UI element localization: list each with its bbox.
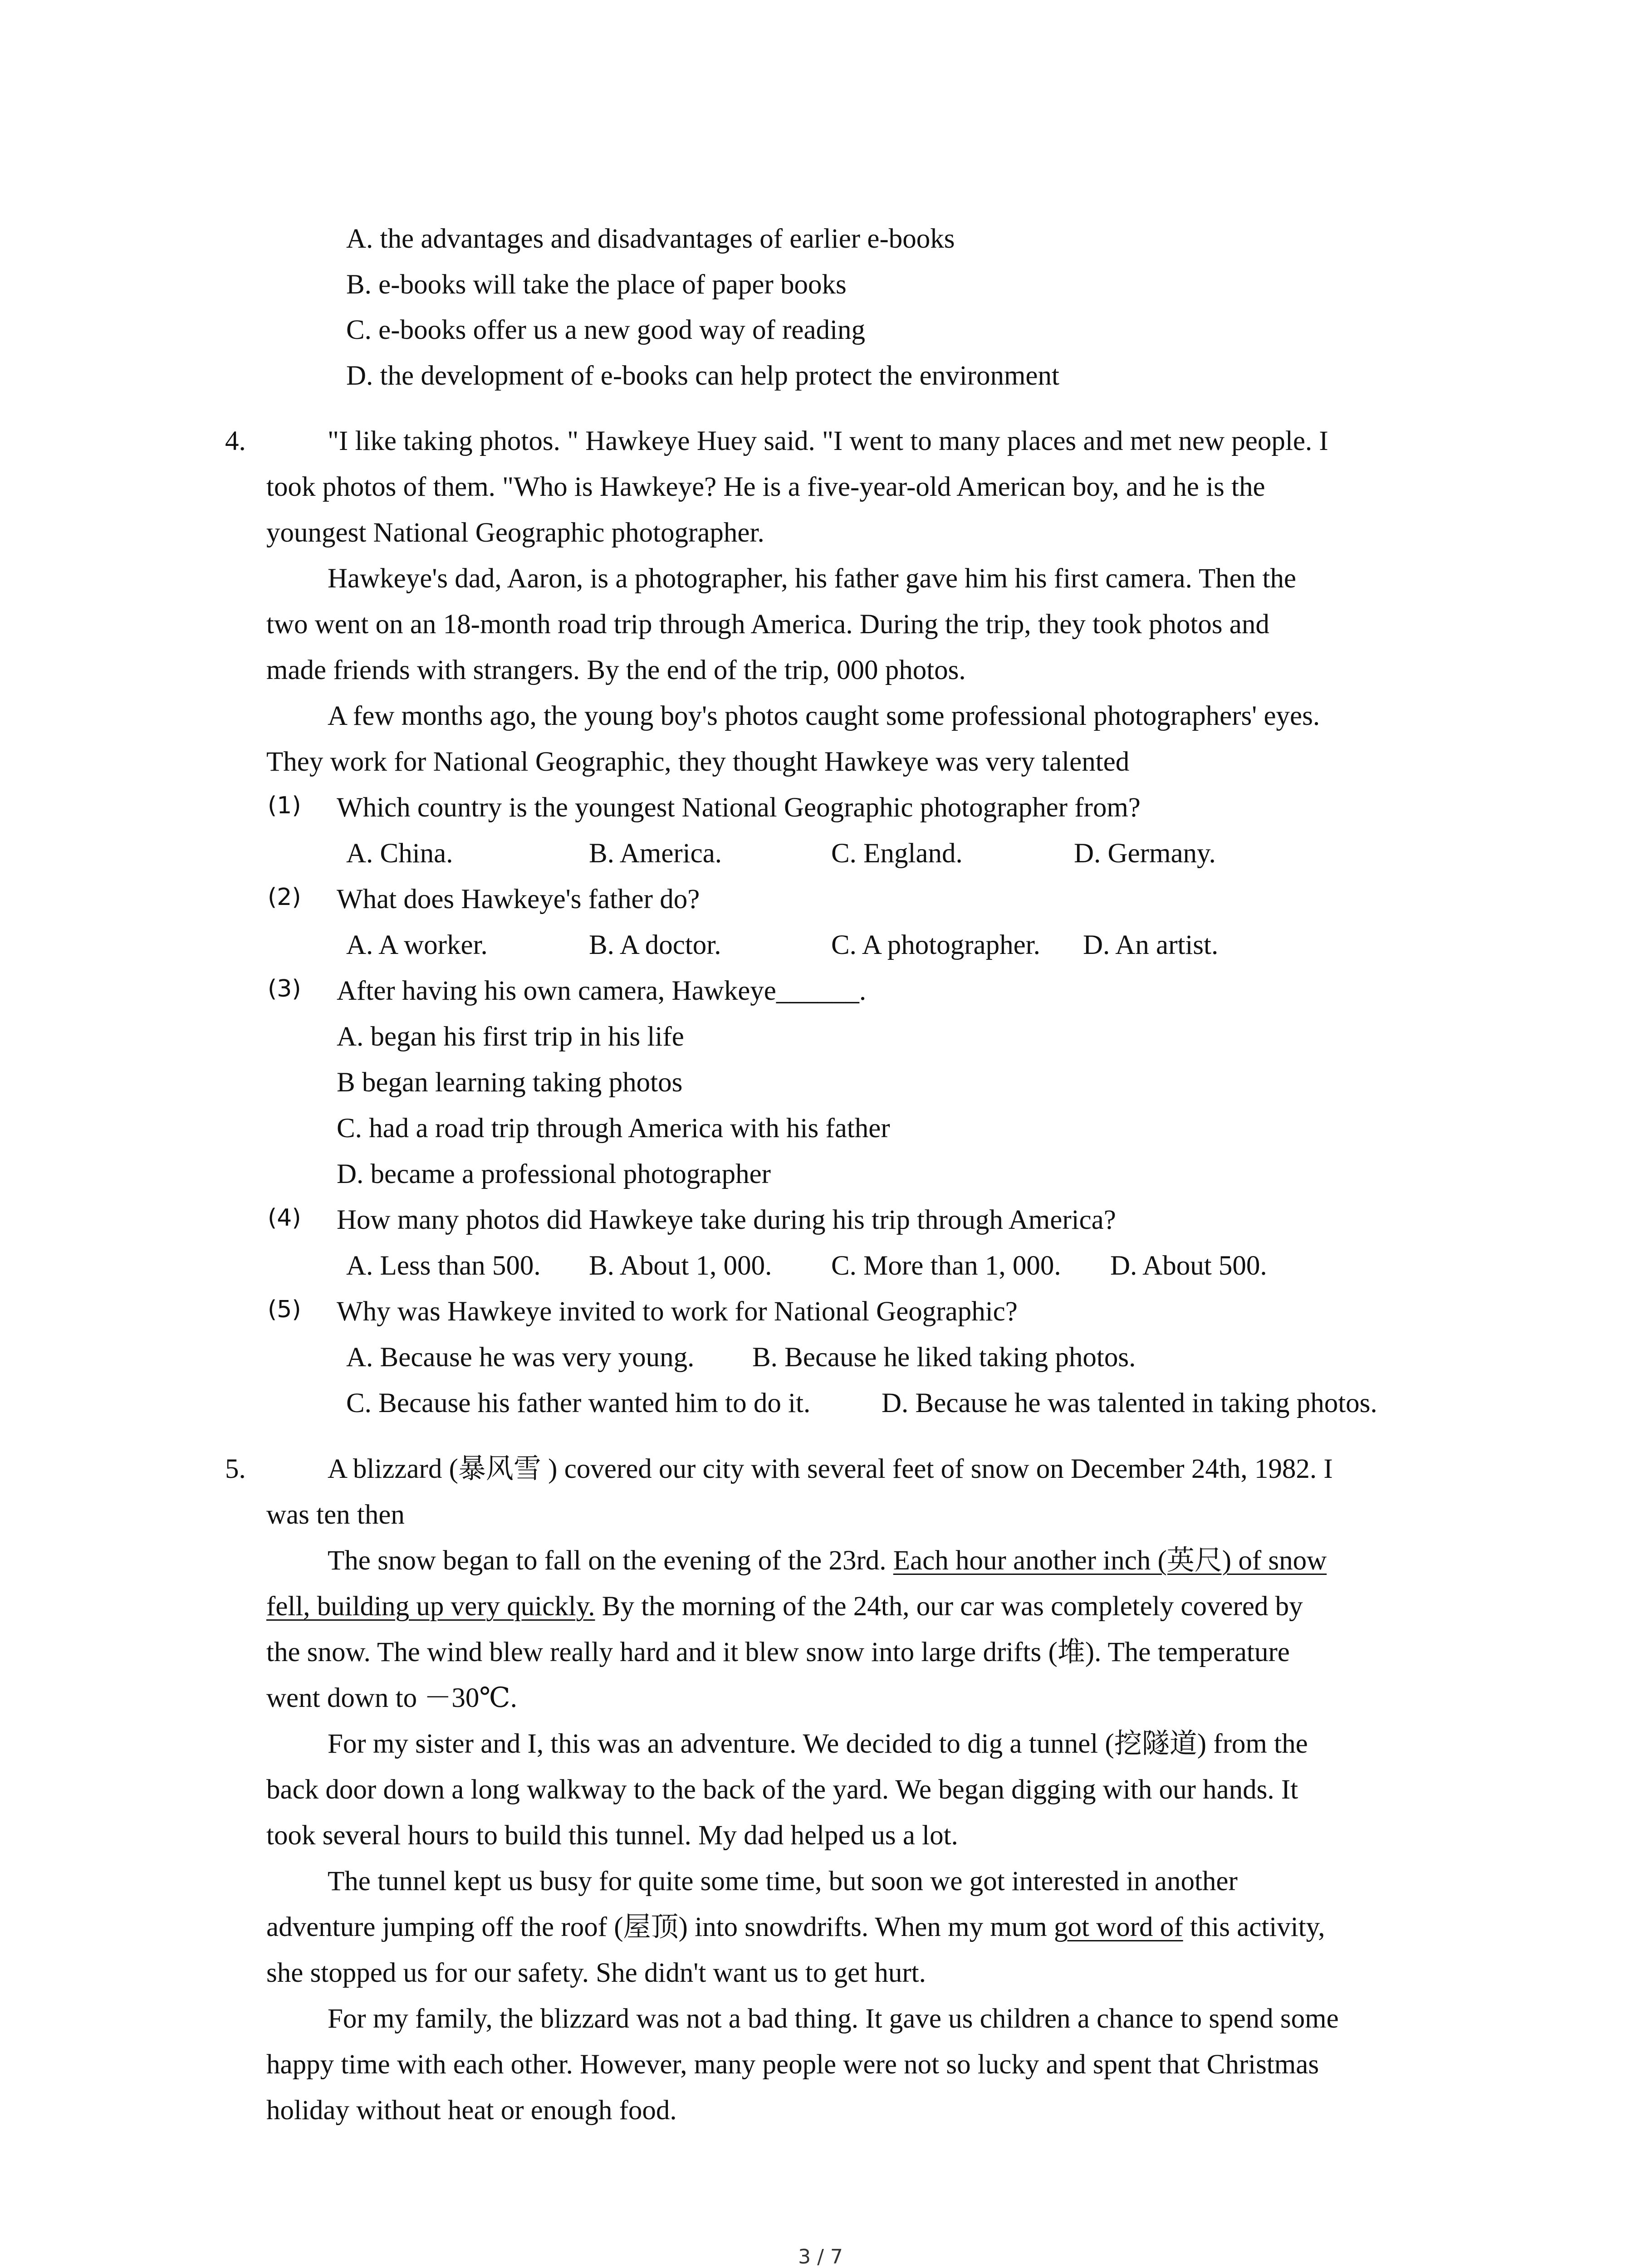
- q5-number: 5.: [225, 1454, 246, 1484]
- q3-option-d: D. the development of e-books can help protect the environment: [346, 361, 1059, 391]
- q4-sub4-number: (4): [268, 1204, 301, 1232]
- q5-p4-line2: [266, 1913, 1325, 1941]
- q5-p2-line4: went down to －30℃.: [266, 1683, 517, 1713]
- q4-sub4-option-b: B. About 1, 000.: [589, 1251, 772, 1281]
- q4-p3-line2: They work for National Geographic, they thought Hawkeye was very talented: [266, 747, 1130, 777]
- q4-sub1-option-c: C. England.: [831, 838, 963, 869]
- q4-sub4-option-a: A. Less than 500.: [346, 1251, 541, 1281]
- q4-p1-line3: youngest National Geographic photographer.: [266, 518, 764, 548]
- q5-p3-line2: back door down a long walkway to the back of the yard. We began digging with our hands. It: [266, 1774, 1298, 1805]
- q4-p1-line2: took photos of them. "Who is Hawkeye? He is a five-year-old American boy, and he is the: [266, 472, 1265, 502]
- q4-sub3-option-a: A. began his first trip in his life: [337, 1022, 684, 1052]
- q4-sub2-question: What does Hawkeye's father do?: [337, 884, 700, 914]
- q4-sub1-option-d: D. Germany.: [1074, 838, 1216, 869]
- q5-p2-line2: [266, 1593, 1303, 1620]
- q4-sub3-option-c: C. had a road trip through America with his father: [337, 1113, 890, 1144]
- q4-sub2-option-b: B. A doctor.: [589, 930, 721, 960]
- page-number: 3 / 7: [798, 2245, 843, 2268]
- q4-sub2-option-a: A. A worker.: [346, 930, 488, 960]
- q4-sub4-option-c: C. More than 1, 000.: [831, 1251, 1061, 1281]
- q5-p2-line2-text: By the morning of the 24th, our car was completely covered by: [595, 1591, 1303, 1622]
- q3-option-a: A. the advantages and disadvantages of earlier e-books: [346, 224, 955, 254]
- q4-sub3-question: After having his own camera, Hawkeye______.: [337, 976, 867, 1006]
- q5-p1-line1: A blizzard (暴风雪 ) covered our city with several feet of snow on December 24th, 1982. I: [328, 1454, 1333, 1484]
- q4-sub1-option-b: B. America.: [589, 838, 722, 869]
- q3-option-c: C. e-books offer us a new good way of reading: [346, 315, 866, 345]
- q5-p2-underlined-2: fell, building up very quickly.: [266, 1591, 595, 1622]
- q4-sub4-question: How many photos did Hawkeye take during his trip through America?: [337, 1205, 1116, 1235]
- q4-sub3-option-b: B began learning taking photos: [337, 1067, 683, 1098]
- q4-sub2-number: (2): [268, 884, 301, 911]
- q4-sub2-option-c: C. A photographer.: [831, 930, 1040, 960]
- q4-p2-line1: Hawkeye's dad, Aaron, is a photographer, his father gave him his first camera. Then the: [328, 563, 1296, 594]
- q4-p3-line1: A few months ago, the young boy's photos caught some professional photographers' eyes.: [328, 701, 1320, 731]
- q5-p4-line2-text-b: this activity,: [1183, 1912, 1325, 1942]
- q4-sub5-option-a: A. Because he was very young.: [346, 1342, 695, 1373]
- q5-p2-line3: the snow. The wind blew really hard and it blew snow into large drifts (堆). The temperature: [266, 1637, 1290, 1667]
- q5-p3-line3: took several hours to build this tunnel. My dad helped us a lot.: [266, 1820, 958, 1851]
- q5-p2-line1: [328, 1547, 1327, 1574]
- q4-sub5-question: Why was Hawkeye invited to work for National Geographic?: [337, 1296, 1018, 1327]
- q3-option-b: B. e-books will take the place of paper books: [346, 269, 847, 300]
- q5-p4-line2-text-a: adventure jumping off the roof (屋顶) into snowdrifts. When my mum: [266, 1912, 1054, 1942]
- q4-sub3-option-d: D. became a professional photographer: [337, 1159, 771, 1189]
- q5-p4-line1: The tunnel kept us busy for quite some time, but soon we got interested in another: [328, 1866, 1238, 1897]
- q4-number: 4.: [225, 426, 246, 456]
- q4-sub5-option-c: C. Because his father wanted him to do it.: [346, 1388, 811, 1418]
- q4-sub2-option-d: D. An artist.: [1083, 930, 1219, 960]
- q4-sub1-number: (1): [268, 792, 301, 819]
- q4-sub1-question: Which country is the youngest National Geographic photographer from?: [337, 792, 1141, 823]
- q5-p5-line3: holiday without heat or enough food.: [266, 2095, 677, 2126]
- q5-p2-line1-text: The snow began to fall on the evening of the 23rd.: [328, 1545, 893, 1576]
- q4-p2-line2: two went on an 18-month road trip through America. During the trip, they took photos and: [266, 609, 1269, 640]
- q4-p1-line1: "I like taking photos. " Hawkeye Huey said. "I went to many places and met new people. I: [328, 426, 1328, 456]
- q5-p4-underlined: got word of: [1053, 1912, 1183, 1942]
- q5-p5-line2: happy time with each other. However, many people were not so lucky and spent that Christmas: [266, 2049, 1319, 2080]
- q4-p2-line3: made friends with strangers. By the end of the trip, 000 photos.: [266, 655, 966, 685]
- q5-p2-underlined-1: Each hour another inch (英尺) of snow: [893, 1545, 1327, 1576]
- q4-sub5-option-d: D. Because he was talented in taking photos.: [882, 1388, 1377, 1418]
- q5-p3-line1: For my sister and I, this was an adventure. We decided to dig a tunnel (挖隧道) from the: [328, 1729, 1308, 1759]
- q4-sub4-option-d: D. About 500.: [1110, 1251, 1267, 1281]
- q4-sub5-option-b: B. Because he liked taking photos.: [752, 1342, 1136, 1373]
- q5-p4-line3: she stopped us for our safety. She didn't want us to get hurt.: [266, 1958, 926, 1988]
- q4-sub3-number: (3): [268, 975, 301, 1002]
- q4-sub1-option-a: A. China.: [346, 838, 453, 869]
- q4-sub5-number: (5): [268, 1296, 301, 1323]
- q5-p5-line1: For my family, the blizzard was not a bad thing. It gave us children a chance to spend some: [328, 2004, 1339, 2034]
- q5-p1-line2: was ten then: [266, 1500, 405, 1530]
